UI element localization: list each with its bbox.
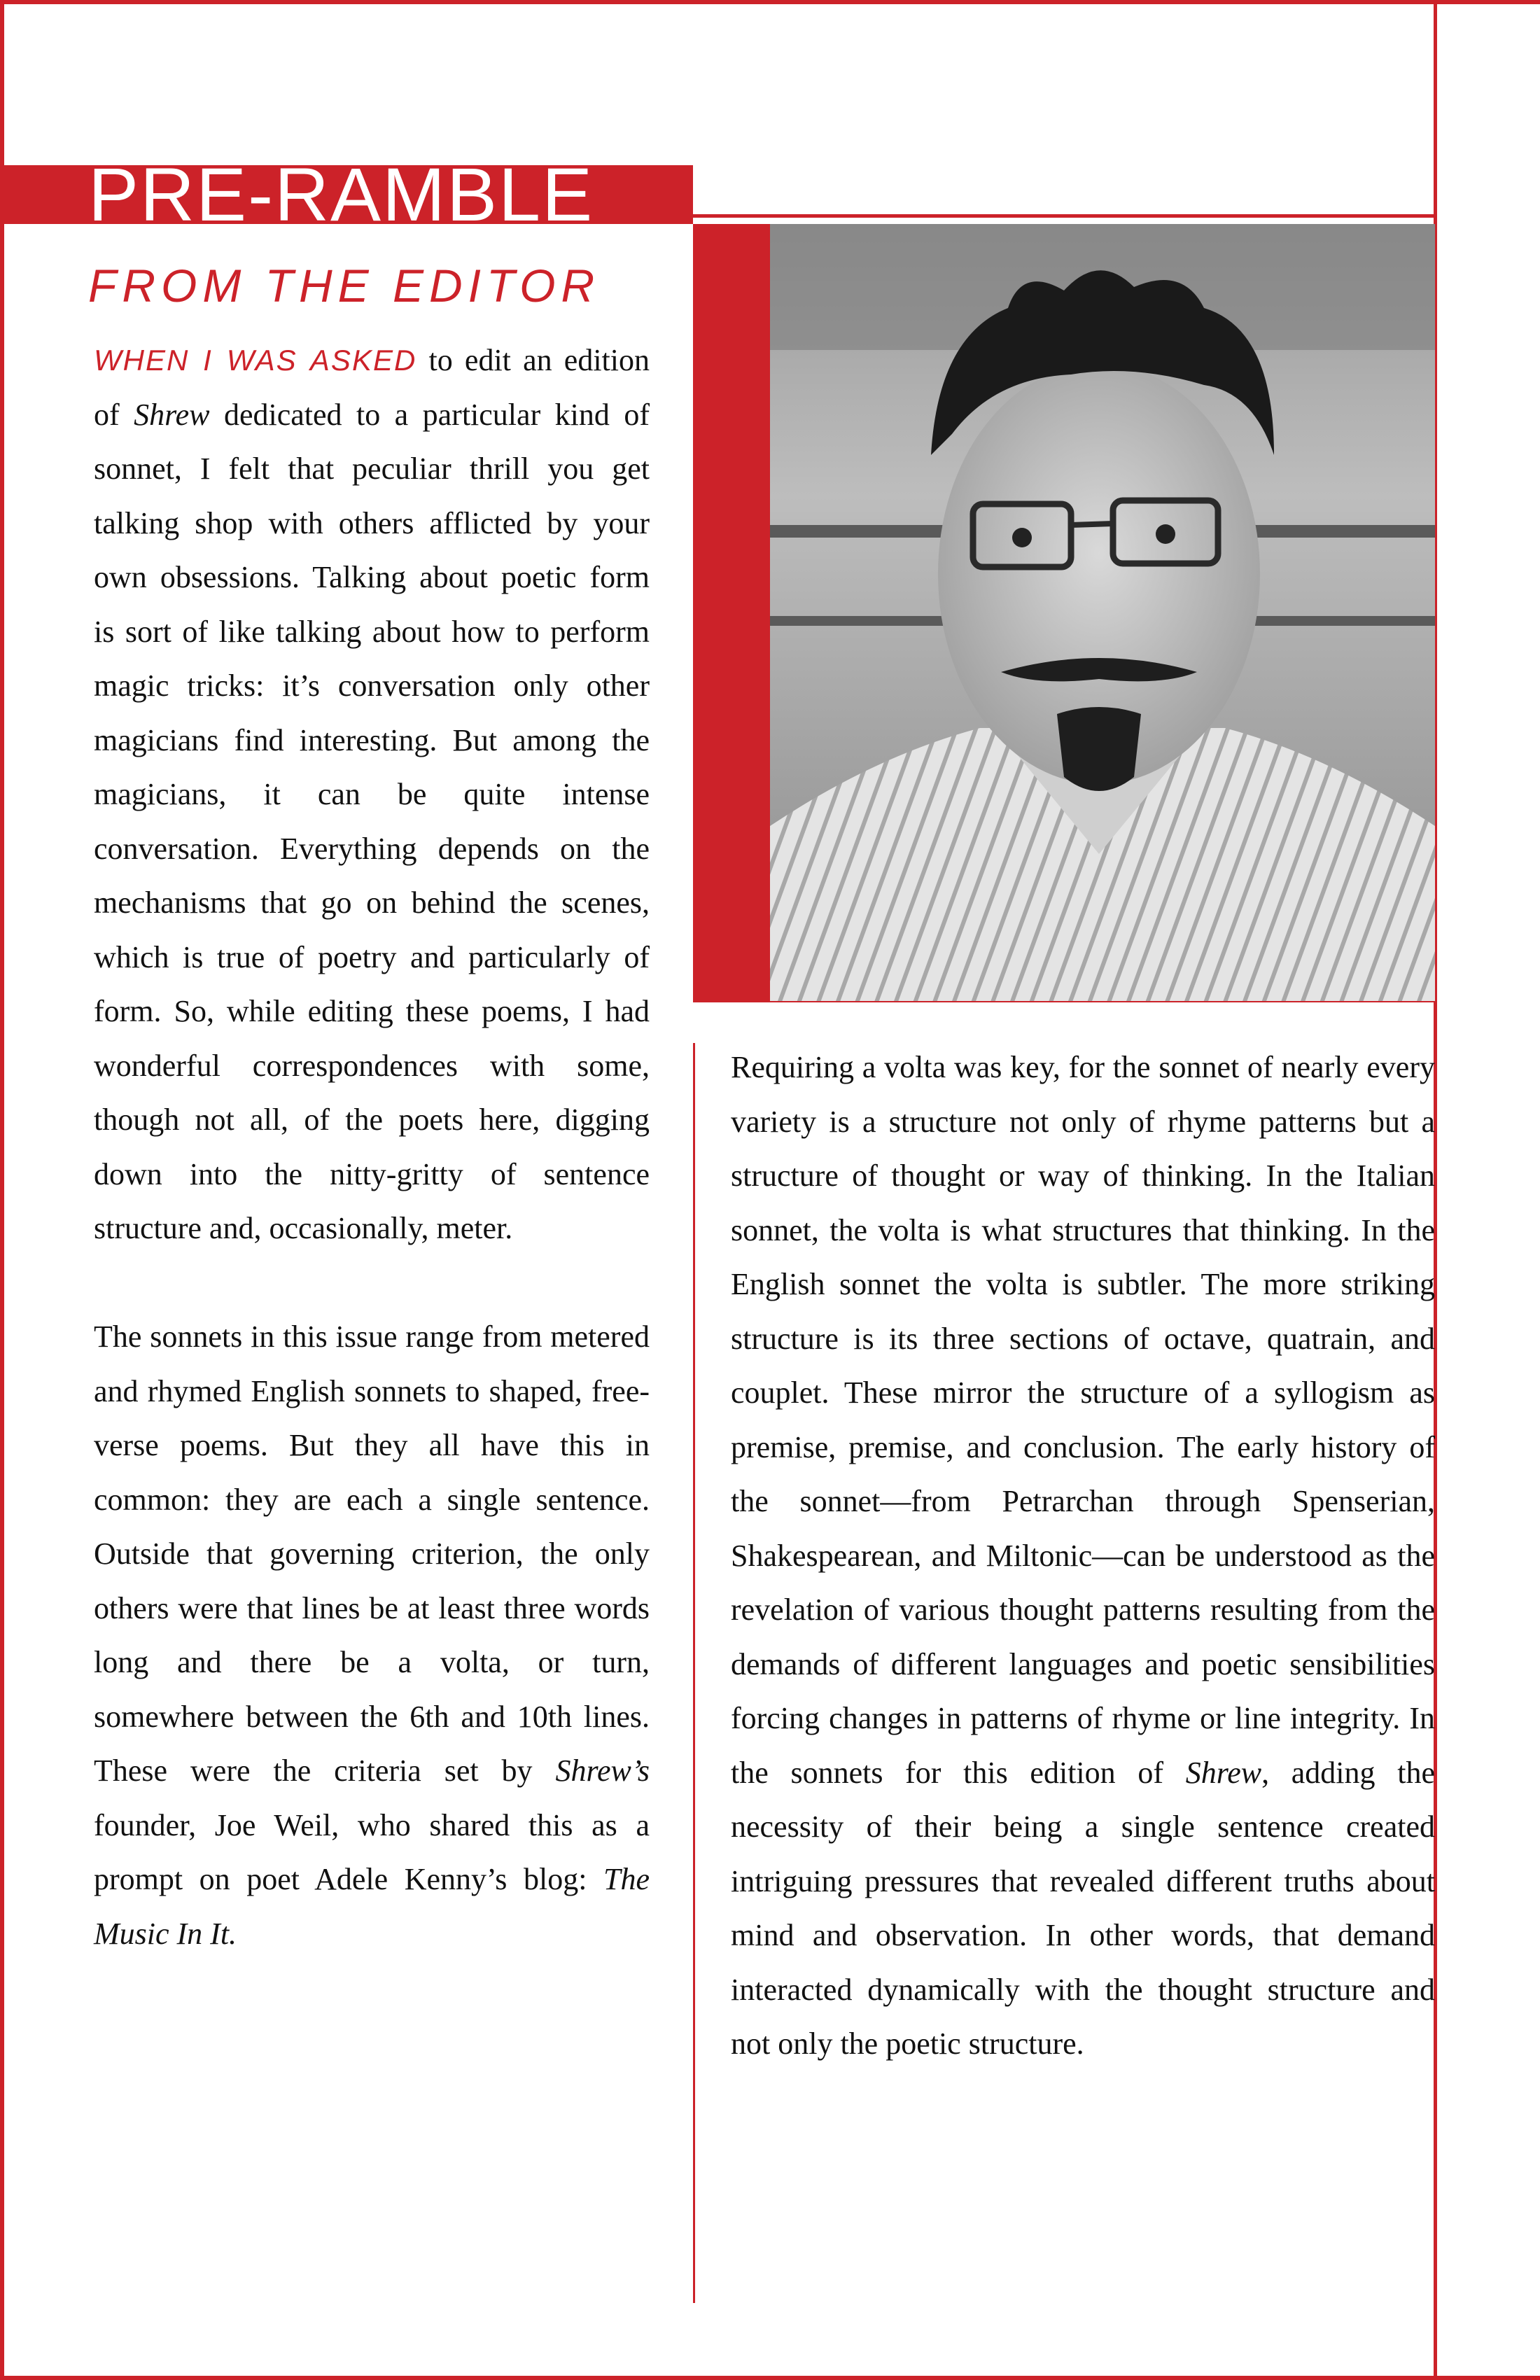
- frame-top-border: [0, 0, 1540, 4]
- p2-blog-title: The Music In It.: [94, 1862, 650, 1951]
- p3-text-b: , adding the necessity of their being a single sentence created intriguing pressures that revealed different truths about mind and observation. In other words, that demand interacted dynamically with the thought structure and not only the poetic structure.: [731, 1755, 1435, 2061]
- p1-text-b: dedicated to a particular kind of sonnet, I felt that peculiar thrill you get talking shop with others afflicted by your own obsessions. Talking about poetic form is sort of like talking about how to perform magic tricks: it’s conversation only other magicians find interesting. But among the magicians, it can be quite intense conversation. Everything depends on the mechanisms that go on behind the scenes, which is true of poetry and particularly of form. So, while editing these poems, I had wonderful correspondences with some, though not all, of the poets here, digging down into the nitty-gritty of sentence structure and, occasionally, meter.: [94, 397, 650, 1245]
- page-subtitle: FROM THE EDITOR: [88, 260, 601, 312]
- column-divider: [693, 1043, 695, 2303]
- page-title: PRE-RAMBLE: [88, 152, 594, 237]
- p1-shrew-title: Shrew: [134, 397, 210, 432]
- frame-left-border: [0, 0, 4, 2380]
- editor-portrait: [770, 224, 1435, 1001]
- drop-lead: WHEN I WAS ASKED: [94, 344, 417, 377]
- p3-text-a: Requiring a volta was key, for the sonnet of nearly every variety is a structure not only of rhyme patterns but a structure of thought or way of thinking. In the Italian sonnet, the volta is what structures that thinking. In the English sonnet the volta is subtler. The more striking structure is its three sections of octave, quatrain, and couplet. These mirror the structure of a syllogism as premise, premise, and conclusion. The early history of the sonnet—from Petrarchan through Spenserian, Shakespearean, and Miltonic—can be understood as the revelation of various thought patterns resulting from the demands of different languages and poetic sensibilities forcing changes in patterns of rhyme or line integrity. In the sonnets for this edition of: [731, 1050, 1435, 1790]
- paragraph-1: [94, 333, 650, 1256]
- p1-text-a: to edit an edition of: [94, 343, 650, 432]
- p2-text-b: founder, Joe Weil, who shared this as a prompt on poet Adele Kenny’s blog:: [94, 1807, 650, 1896]
- p3-shrew-title: Shrew: [1185, 1755, 1262, 1790]
- article-right-column: [731, 1040, 1435, 2071]
- p2-shrews: Shrew’s: [555, 1754, 650, 1788]
- frame-bottom-border: [0, 2376, 1540, 2380]
- article-left-column: [94, 333, 650, 1961]
- paragraph-2: [94, 1310, 650, 1961]
- paragraph-3: [731, 1040, 1435, 2071]
- p2-text-a: The sonnets in this issue range from metered and rhymed English sonnets to shaped, free-verse poems. But they all have this in common: they are each a single sentence. Outside that governing criterion, the only others were that lines be at least three words long and there be a volta, or turn, somewhere between the 6th and 10th lines. These were the criteria set by: [94, 1320, 650, 1788]
- header-rule: [693, 214, 1435, 218]
